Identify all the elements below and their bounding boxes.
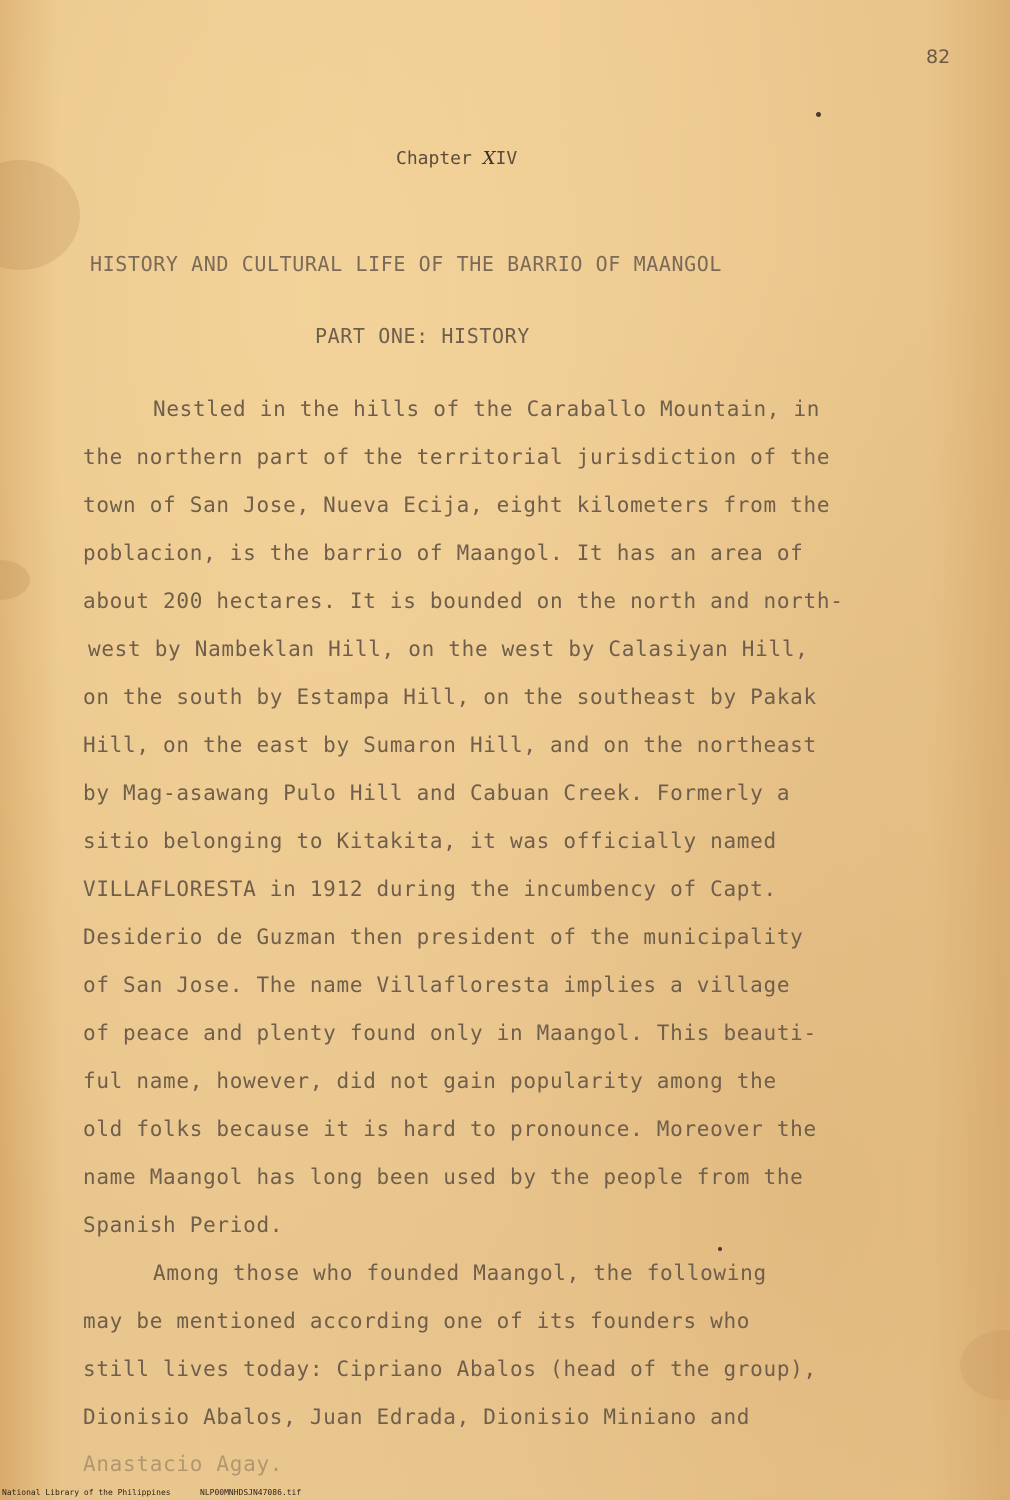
page-number: 82: [926, 46, 951, 68]
text-line: name Maangol has long been used by the people from the: [83, 1165, 804, 1189]
text-line: sitio belonging to Kitakita, it was officially named: [83, 829, 777, 853]
text-line: Nestled in the hills of the Caraballo Mountain, in: [153, 397, 821, 421]
text-line: Desiderio de Guzman then president of the municipality: [83, 925, 804, 949]
text-line: Hill, on the east by Sumaron Hill, and on the northeast: [83, 733, 817, 757]
text-line: still lives today: Cipriano Abalos (head of the group),: [83, 1357, 817, 1381]
text-line: Among those who founded Maangol, the following: [153, 1261, 767, 1285]
text-line: town of San Jose, Nueva Ecija, eight kilometers from the: [83, 493, 831, 517]
chapter-title: [396, 148, 517, 169]
footer-file-name: NLP00MNHDSJN47086.tif: [200, 1488, 302, 1497]
text-line: by Mag-asawang Pulo Hill and Cabuan Creek. Formerly a: [83, 781, 791, 805]
text-line: about 200 hectares. It is bounded on the north and north-: [83, 589, 844, 613]
document-heading: HISTORY AND CULTURAL LIFE OF THE BARRIO OF MAANGOL: [90, 252, 723, 276]
text-line: Anastacio Agay.: [83, 1452, 284, 1476]
text-line: poblacion, is the barrio of Maangol. It has an area of: [83, 541, 804, 565]
section-heading: PART ONE: HISTORY: [315, 324, 530, 348]
text-line: west by Nambeklan Hill, on the west by Calasiyan Hill,: [88, 637, 809, 661]
text-line: Dionisio Abalos, Juan Edrada, Dionisio Miniano and: [83, 1405, 751, 1429]
chapter-typed-numeral: IV: [495, 148, 518, 169]
paper-stain: [960, 1330, 1010, 1400]
text-line: on the south by Estampa Hill, on the southeast by Pakak: [83, 685, 817, 709]
scan-footer: [0, 1486, 1010, 1500]
text-line: the northern part of the territorial jurisdiction of the: [83, 445, 831, 469]
text-line: Spanish Period.: [83, 1213, 284, 1237]
text-line: of San Jose. The name Villafloresta implies a village: [83, 973, 791, 997]
text-line: ful name, however, did not gain popularity among the: [83, 1069, 777, 1093]
text-line: VILLAFLORESTA in 1912 during the incumbency of Capt.: [83, 877, 777, 901]
ink-dot: [816, 112, 821, 117]
paper-stain: [0, 560, 30, 600]
paper-stain: [0, 160, 80, 270]
ink-dot: [718, 1247, 722, 1251]
text-line: old folks because it is hard to pronounce. Moreover the: [83, 1117, 817, 1141]
footer-library-name: National Library of the Philippines: [2, 1488, 171, 1497]
chapter-handwritten-numeral: X: [482, 148, 496, 169]
text-line: may be mentioned according one of its founders who: [83, 1309, 751, 1333]
chapter-label: Chapter: [396, 148, 472, 169]
text-line: of peace and plenty found only in Maangol. This beauti-: [83, 1021, 817, 1045]
